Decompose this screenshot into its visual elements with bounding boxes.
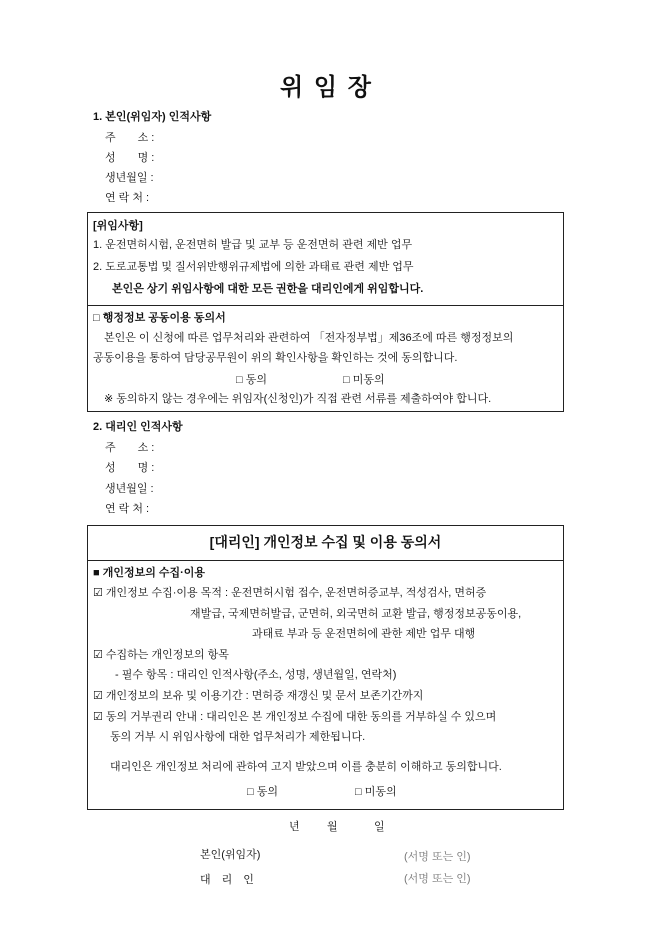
agent-address-label: 주 소 :: [105, 442, 155, 454]
principal-signature-field[interactable]: (서명 또는 인): [404, 851, 471, 863]
admin-consent-heading: □ 행정정보 공동이용 동의서: [93, 312, 226, 324]
principal-name-label: 성 명 :: [105, 152, 155, 164]
admin-consent-body: 공동이용을 통하여 담당공무원이 위의 확인사항을 확인하는 것에 동의합니다.: [93, 352, 458, 364]
mandate-item: 2. 도로교통법 및 질서위반행위규제법에 의한 과태료 관련 제반 업무: [93, 261, 414, 273]
mandate-item: 1. 운전면허시험, 운전면허 발급 및 교부 등 운전면허 관련 제반 업무: [93, 239, 413, 251]
principal-signature-label: 본인(위임자): [200, 849, 261, 861]
privacy-refusal-right-cont: 동의 거부 시 위임사항에 대한 업무처리가 제한됩니다.: [110, 731, 366, 743]
admin-consent-body: 본인은 이 신청에 따른 업무처리와 관련하여 「전자정부법」제36조에 따른 행정정보의: [104, 332, 514, 344]
date-month: 월: [327, 821, 338, 833]
privacy-refusal-right: ☑ 동의 거부권리 안내 : 대리인은 본 개인정보 수집에 대한 동의를 거부하실 수 있으며: [93, 711, 497, 723]
divider: [87, 560, 564, 561]
agent-contact-label: 연 락 처 :: [105, 503, 150, 515]
admin-disagree-checkbox[interactable]: □ 미동의: [343, 374, 385, 386]
mandate-statement: 본인은 상기 위임사항에 대한 모든 권한을 대리인에게 위임합니다.: [112, 283, 424, 295]
section1-heading: 1. 본인(위임자) 인적사항: [93, 111, 212, 123]
privacy-disagree-checkbox[interactable]: □ 미동의: [355, 786, 397, 798]
date-year: 년: [289, 821, 300, 833]
privacy-purpose: ☑ 개인정보 수집·이용 목적 : 운전면허시험 접수, 운전면허증교부, 적성검사, 면허증: [93, 587, 487, 599]
mandate-heading: [위임사항]: [93, 220, 143, 232]
date-day: 일: [374, 821, 385, 833]
privacy-purpose-cont: 재발급, 국제면허발급, 군면허, 외국면허 교환 발급, 행정정보공동이용,: [190, 608, 522, 620]
agent-name-label: 성 명 :: [105, 462, 155, 474]
agent-signature-field[interactable]: (서명 또는 인): [404, 873, 471, 885]
admin-consent-note: ※ 동의하지 않는 경우에는 위임자(신청인)가 직접 관련 서류를 제출하여야 합니다.: [104, 393, 492, 405]
privacy-agree-checkbox[interactable]: □ 동의: [247, 786, 278, 798]
privacy-items-heading: ☑ 수집하는 개인정보의 항목: [93, 649, 229, 661]
privacy-purpose-cont: 과태료 부과 등 운전면허에 관한 제반 업무 대행: [252, 628, 476, 640]
privacy-required-items: - 필수 항목 : 대리인 인적사항(주소, 성명, 생년월일, 연락처): [115, 669, 397, 681]
principal-contact-label: 연 락 처 :: [105, 192, 150, 204]
privacy-statement: 대리인은 개인정보 처리에 관하여 고지 받았으며 이를 충분히 이해하고 동의합니다.: [110, 761, 502, 773]
divider: [87, 305, 564, 306]
privacy-subheading: ■ 개인정보의 수집·이용: [93, 567, 206, 579]
agent-birthdate-label: 생년월일 :: [105, 483, 154, 495]
privacy-retention: ☑ 개인정보의 보유 및 이용기간 : 면허증 재갱신 및 문서 보존기간까지: [93, 690, 424, 702]
section2-heading: 2. 대리인 인적사항: [93, 421, 183, 433]
agent-signature-label: 대 리 인: [200, 874, 254, 886]
privacy-consent-title: [대리인] 개인정보 수집 및 이용 동의서: [209, 534, 442, 550]
admin-agree-checkbox[interactable]: □ 동의: [236, 374, 267, 386]
principal-address-label: 주 소 :: [105, 132, 155, 144]
document-title: 위 임 장: [280, 74, 373, 101]
principal-birthdate-label: 생년월일 :: [105, 172, 154, 184]
